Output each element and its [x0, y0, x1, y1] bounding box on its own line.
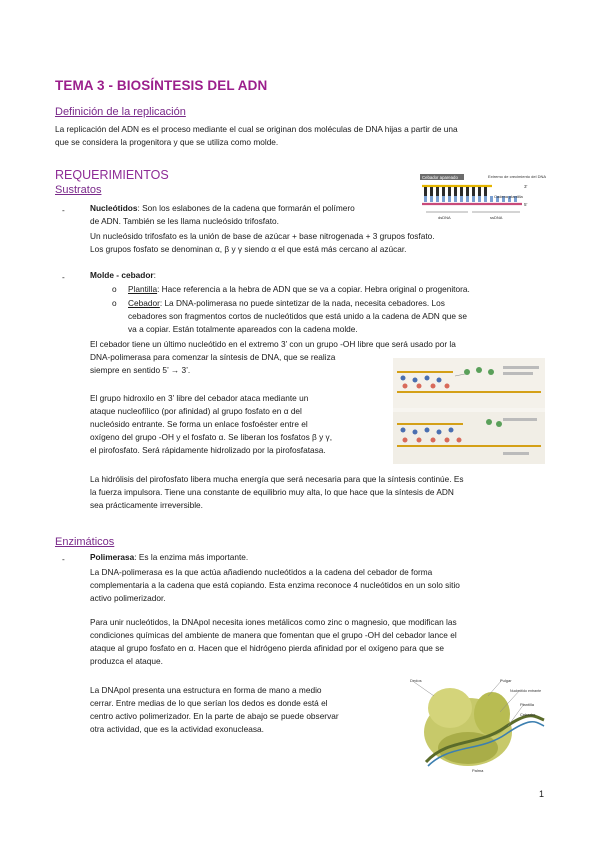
term-molde-cebador: Molde - cebador: [90, 270, 154, 280]
polimerasa-def: : Es la enzima más importante.: [134, 552, 249, 562]
subheading-sustratos: Sustratos: [55, 184, 102, 196]
bullet-dash: -: [62, 554, 65, 564]
paragraph-line: La DNApol presenta una estructura en forma de mano a medio: [90, 685, 322, 695]
paragraph-line: que se considera la progenitora y que se utiliza como molde.: [55, 137, 279, 147]
polimerasa-line: [90, 551, 248, 564]
paragraph-line: La replicación del ADN es el proceso mediante el cual se originan dos moléculas de DNA hijas a partir de una: [55, 124, 458, 134]
term-plantilla: Plantilla: [128, 284, 158, 294]
label-cadena-plantilla: Cadena plantilla: [494, 194, 523, 199]
bullet-circle: o: [112, 298, 117, 308]
cebador-line: [128, 297, 545, 310]
label-palma: Palma: [472, 768, 484, 773]
paragraph-line: Los grupos fosfato se denominan α, β y γ siendo α el que está más cercano al azúcar.: [90, 244, 407, 254]
term-polimerasa: Polimerasa: [90, 552, 135, 562]
label-nucleotido-entrante: Nucleótido entrante: [510, 689, 542, 693]
label-5prime: 5': [524, 202, 528, 207]
paragraph-line: de ADN. También se les llama nucleósido trifosfato.: [90, 216, 279, 226]
bullet-dash: -: [62, 205, 65, 215]
paragraph-line: centro activo polimerizador. En la parte de abajo se puede observar: [90, 711, 339, 721]
label-dedos: Dedos: [410, 678, 422, 683]
term-cebador: Cebador: [128, 298, 160, 308]
bullet-dash: -: [62, 272, 65, 282]
nucleophilic-attack-diagram: [393, 358, 545, 464]
paragraph-line: oxígeno del grupo -OH y el fosfato α. Se liberan los fosfatos β y γ,: [90, 432, 333, 442]
paragraph-line: El grupo hidroxilo en 3’ libre del cebador ataca mediante un: [90, 393, 309, 403]
bullet-circle: o: [112, 284, 117, 294]
label-cebador: Cebador: [520, 712, 536, 717]
plantilla-def: : Hace referencia a la hebra de ADN que se va a copiar. Hebra original o progenitora.: [157, 284, 470, 294]
cebador-def: : La DNA-polimerasa no puede sintetizar de la nada, necesita cebadores. Los: [159, 298, 445, 308]
paragraph-line: activo polimerizador.: [90, 593, 166, 603]
nucleotidos-line: [90, 202, 355, 215]
paragraph-line: cerrar. Entre medias de lo que serían los dedos es donde está el: [90, 698, 328, 708]
section-heading-requerimientos: REQUERIMIENTOS: [55, 168, 169, 182]
dna-polymerase-hand-figure: [408, 676, 546, 776]
paragraph-line: ataque al grupo fosfato en α. Hacen que el hidrógeno pierda afinidad por el oxígeno para que se: [90, 643, 444, 653]
primer-template-figure: [418, 172, 546, 224]
subheading-enzimaticos: Enzimáticos: [55, 536, 115, 548]
label-cebador-apareado: Cebador apareado: [422, 175, 458, 180]
label-pulgar: Pulgar: [500, 678, 512, 683]
paragraph-line: nucleósido entrante. Se forma un enlace fosfoéster entre el: [90, 419, 308, 429]
paragraph-line: la fuerza impulsora. Tiene una constante de equilibrio muy alta, lo que hace que la síntesis de ADN: [90, 487, 454, 497]
paragraph-line: va a copiar. Están totalmente apareados con la cadena molde.: [128, 324, 358, 334]
paragraph-line: siempre en sentido 5’ → 3’.: [90, 365, 191, 375]
nucleotidos-def: : Son los eslabones de la cadena que formarán el polímero: [137, 203, 355, 213]
paragraph-line: el pirofosfato. Será rápidamente hidrolizado por la pirofosfatasa.: [90, 445, 326, 455]
nucleophilic-attack-figure: [393, 358, 545, 464]
label-extremo: Extremo de crecimiento del DNA: [488, 174, 546, 179]
dna-polymerase-hand-diagram: [408, 676, 546, 776]
paragraph-line: otra actividad, que es la actividad exonucleasa.: [90, 724, 264, 734]
label-ssdna: ssDNA: [490, 215, 503, 220]
paragraph-line: sea prácticamente irreversible.: [90, 500, 203, 510]
paragraph-line: ataque nucleofílico (por afinidad) al grupo fosfato en α del: [90, 406, 302, 416]
label-3prime: 3': [524, 184, 528, 189]
page-title: TEMA 3 - BIOSÍNTESIS DEL ADN: [55, 78, 268, 93]
paragraph-line: El cebador tiene un último nucleótido en el extremo 3’ con un grupo -OH libre que será usado por la: [90, 339, 456, 349]
plantilla-line: [128, 283, 470, 296]
paragraph-line: La hidrólisis del pirofosfato libera mucha energía que será necesaria para que la síntesis continúe. Es: [90, 474, 464, 484]
paragraph-line: Un nucleósido trifosfato es la unión de base de azúcar + base nitrogenada + 3 grupos fosfato.: [90, 231, 435, 241]
section-heading-definicion: Definición de la replicación: [55, 106, 186, 118]
paragraph-line: complementaria a la cadena que está copiando. Esta enzima reconoce 4 nucleótidos en un solo sitio: [90, 580, 460, 590]
label-plantilla: Plantilla: [520, 702, 535, 707]
paragraph-line: produzca el ataque.: [90, 656, 163, 666]
primer-template-diagram: [418, 172, 546, 224]
term-nucleotidos: Nucleótidos: [90, 203, 138, 213]
paragraph-line: cebadores son fragmentos cortos de nucleótidos que está unido a la cadena de ADN que se: [128, 311, 468, 321]
paragraph-line: Para unir nucleótidos, la DNApol necesita iones metálicos como zinc o magnesio, que modifican las: [90, 617, 457, 627]
page-number: 1: [538, 789, 544, 799]
paragraph-line: DNA-polimerasa para comenzar la síntesis de DNA, que se realiza: [90, 352, 336, 362]
molde-line: Molde - cebador:: [90, 270, 156, 280]
paragraph-line: condiciones químicas del ambiente de manera que fomentan que el grupo -OH del cebador lance el: [90, 630, 457, 640]
label-dsdna: dsDNA: [438, 215, 451, 220]
paragraph-line: La DNA-polimerasa es la que actúa añadiendo nucleótidos a la cadena del cebador de forma: [90, 567, 433, 577]
